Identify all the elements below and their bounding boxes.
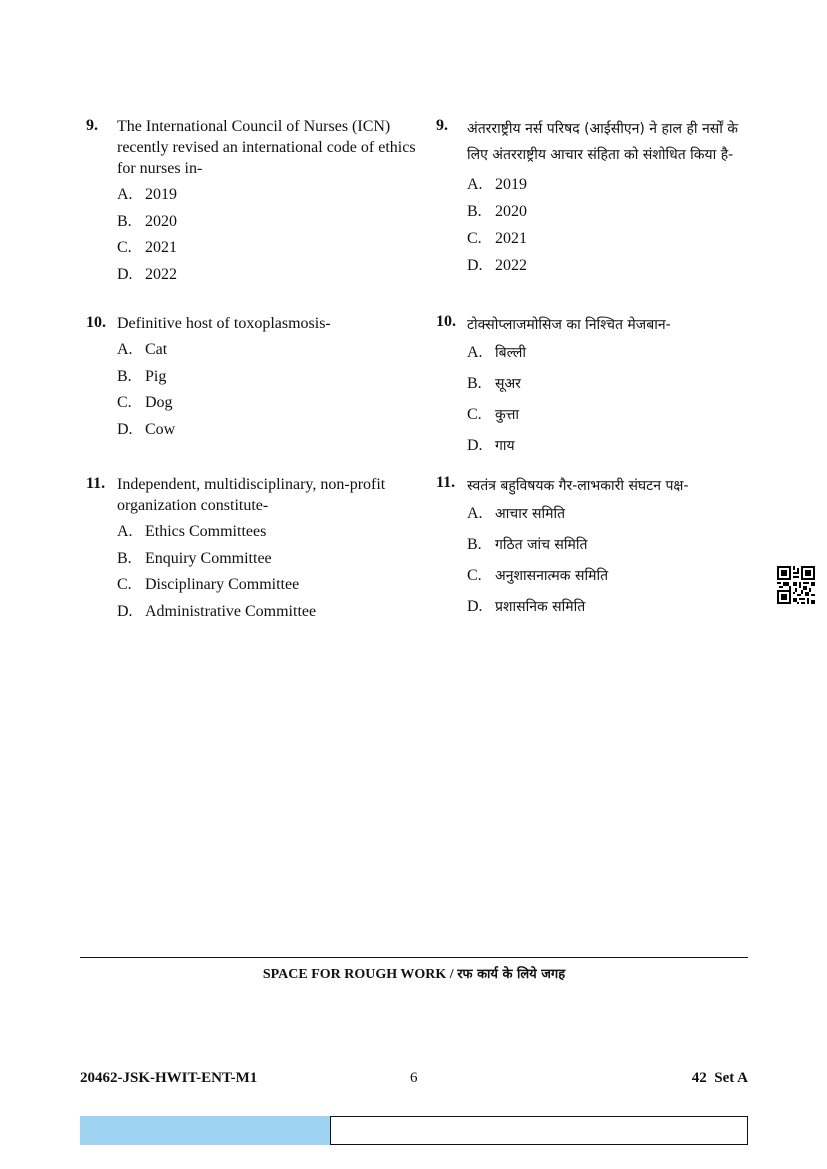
option-a: A. आचार समिति	[467, 505, 566, 522]
option-b: B. सूअर	[467, 375, 521, 392]
option-b: B. Enquiry Committee	[117, 549, 272, 567]
options-list	[467, 174, 756, 282]
option-a: A. बिल्ली	[467, 344, 527, 361]
question-text: Definitive host of toxoplasmosis-	[117, 315, 331, 332]
option-c: C. 2021	[117, 239, 177, 256]
options-list	[117, 522, 416, 628]
options-list	[467, 503, 756, 627]
option-b: B. Pig	[117, 367, 167, 385]
question-number: 10.	[436, 313, 456, 330]
question-11-en	[86, 474, 416, 628]
rough-work-divider	[80, 957, 748, 958]
option-d: D. 2022	[117, 265, 177, 283]
set-label: 42 Set A	[691, 1070, 748, 1086]
options-list	[467, 342, 756, 466]
option-a: A. 2019	[467, 176, 527, 193]
page-footer	[80, 1070, 748, 1090]
option-d: D. 2022	[467, 257, 527, 274]
paper-code: 20462-JSK-HWIT-ENT-M1	[80, 1070, 258, 1086]
question-text: टोक्सोप्लाजमोसिज का निश्चित मेजबान-	[467, 317, 671, 333]
question-number: 9.	[86, 117, 98, 134]
rough-work-label: SPACE FOR ROUGH WORK / रफ कार्य के लिये जगह	[262, 967, 566, 982]
option-d: D. प्रशासनिक समिति	[467, 598, 586, 615]
options-list	[117, 340, 416, 446]
page-number: 6	[410, 1070, 418, 1086]
option-b: B. 2020	[467, 203, 527, 220]
qr-code-icon	[777, 566, 815, 604]
option-c: C. 2021	[467, 230, 527, 247]
question-11-hi	[436, 473, 756, 627]
footer-box	[330, 1116, 748, 1145]
option-b: B. 2020	[117, 212, 177, 230]
option-c: C. अनुशासनात्मक समिति	[467, 567, 609, 584]
option-c: C. Dog	[117, 394, 173, 411]
question-text: अंतरराष्ट्रीय नर्स परिषद (आईसीएन) ने हाल ही नर्सों के लिए अंतरराष्ट्रीय आचार संहिता को संशोधित किया है-	[467, 121, 739, 163]
option-c: C. Disciplinary Committee	[117, 576, 300, 593]
footer-color-bar	[80, 1116, 330, 1145]
question-number: 11.	[436, 474, 456, 491]
question-10-en	[86, 313, 416, 446]
option-d: D. गाय	[467, 437, 515, 454]
question-text: Independent, multidisciplinary, non-profit organization constitute-	[117, 476, 386, 514]
option-a: A. 2019	[117, 186, 177, 203]
question-text: The International Council of Nurses (ICN) recently revised an international code of ethics for nurses in-	[117, 118, 416, 177]
question-9-hi	[436, 116, 756, 282]
question-number: 9.	[436, 117, 448, 134]
option-d: D. Cow	[117, 420, 176, 438]
question-9-en	[86, 116, 416, 291]
question-10-hi	[436, 312, 756, 466]
option-b: B. गठित जांच समिति	[467, 536, 588, 553]
question-number: 10.	[86, 314, 106, 331]
option-d: D. Administrative Committee	[117, 602, 317, 620]
question-number: 11.	[86, 475, 106, 492]
question-text: स्वतंत्र बहुविषयक गैर-लाभकारी संघटन पक्ष-	[467, 478, 689, 494]
option-a: A. Cat	[117, 341, 168, 358]
option-a: A. Ethics Committees	[117, 523, 267, 540]
options-list	[117, 185, 416, 291]
option-c: C. कुत्ता	[467, 406, 520, 423]
